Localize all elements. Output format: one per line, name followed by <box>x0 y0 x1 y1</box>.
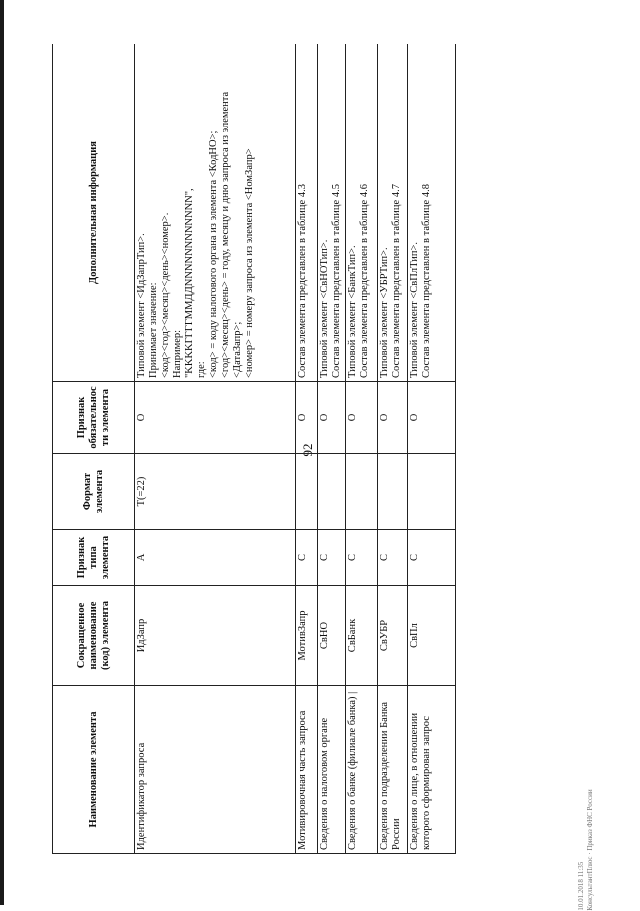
cell-type: С <box>407 530 455 586</box>
cell-info <box>377 44 407 382</box>
cell-required: О <box>295 382 317 454</box>
page-edge-bar <box>0 0 4 905</box>
cell-name: Идентификатор запроса <box>135 686 296 854</box>
info-line: Например: <box>172 329 183 378</box>
info-line: Состав элемента представлен в таблице 4.7 <box>390 184 402 378</box>
cell-name: Сведения о банке (филиале банка) | <box>345 686 377 854</box>
cell-format <box>407 454 455 530</box>
cell-name: Сведения о налоговом органе <box>317 686 345 854</box>
stamp-line: 10.01.2018 11:35 <box>577 861 585 911</box>
cell-format <box>377 454 407 530</box>
cell-format <box>317 454 345 530</box>
info-line: <код> = коду налогового органа из элемента <КодНО>; <box>208 130 219 378</box>
cell-name: Сведения о лице, в отношении которого сформирован запрос <box>407 686 455 854</box>
cell-code: СвУБР <box>377 586 407 686</box>
info-line: <год><месяц><день> = году, месяцу и дню запроса из элемента <ДатаЗапр>; <box>220 91 243 378</box>
elements-table <box>52 44 456 854</box>
cell-code: МотивЗапр <box>295 586 317 686</box>
cell-type: А <box>135 530 296 586</box>
info-line: Типовой элемент <СвПлТип>. <box>408 241 420 378</box>
info-line: "KKKKГГГГММДДNNNNNNNNNNNN", <box>184 188 195 378</box>
table-row <box>295 44 317 854</box>
cell-info <box>407 44 455 382</box>
cell-required: О <box>407 382 455 454</box>
info-line: Типовой элемент <УБРТип>. <box>378 247 390 378</box>
table-row <box>377 44 407 854</box>
col-header-info: Дополнительная информация <box>53 44 135 382</box>
col-header-required: Признак обязательности элемента <box>53 382 135 454</box>
info-line: Типовой элемент <ИдЗапрТип>. <box>136 233 147 378</box>
print-stamp <box>577 789 595 910</box>
stamp-line: КонсультантПлюс · Приказ ФНС России <box>586 789 594 911</box>
cell-name: Мотивировочная часть запроса <box>295 686 317 854</box>
info-line: Принимает значение: <box>148 282 159 378</box>
cell-required: О <box>377 382 407 454</box>
info-line: <номер> = номеру запроса из элемента <НомЗапр> <box>244 148 255 378</box>
cell-code: СвПл <box>407 586 455 686</box>
info-line: <код><год><месяц><день><номер>. <box>160 212 171 378</box>
col-header-name: Наименование элемента <box>53 686 135 854</box>
cell-type: С <box>345 530 377 586</box>
cell-required: О <box>317 382 345 454</box>
cell-type: С <box>317 530 345 586</box>
page-number: 92 <box>300 443 315 457</box>
info-line: Состав элемента представлен в таблице 4.5 <box>330 184 342 378</box>
table-row <box>345 44 377 854</box>
info-line: где: <box>196 361 207 378</box>
cell-format <box>295 454 317 530</box>
cell-info <box>345 44 377 382</box>
table-row <box>407 44 455 854</box>
cell-required: О <box>345 382 377 454</box>
table-row <box>317 44 345 854</box>
info-line: Состав элемента представлен в таблице 4.8 <box>420 184 432 378</box>
col-header-code: Сокращенное наименование (код) элемента <box>53 586 135 686</box>
info-line: Типовой элемент <СвНОТип>. <box>318 239 330 378</box>
cell-info <box>295 44 317 382</box>
cell-type: С <box>377 530 407 586</box>
cell-code: СвНО <box>317 586 345 686</box>
col-header-type: Признак типа элемента <box>53 530 135 586</box>
info-line: Состав элемента представлен в таблице 4.6 <box>358 184 370 378</box>
cell-info <box>317 44 345 382</box>
cell-code: СвБанк <box>345 586 377 686</box>
table-container <box>52 44 456 854</box>
cell-name: Сведения о подразделении Банка России <box>377 686 407 854</box>
cell-required: О <box>135 382 296 454</box>
table-row <box>135 44 296 854</box>
cell-code: ИдЗапр <box>135 586 296 686</box>
cell-format: T(=22) <box>135 454 296 530</box>
cell-format <box>345 454 377 530</box>
info-line: Состав элемента представлен в таблице 4.3 <box>296 184 308 378</box>
header-row <box>53 44 135 854</box>
cell-type: С <box>295 530 317 586</box>
col-header-format: Формат элемента <box>53 454 135 530</box>
info-line: Типовой элемент <БанкТип>. <box>346 245 358 378</box>
cell-info <box>135 44 296 382</box>
